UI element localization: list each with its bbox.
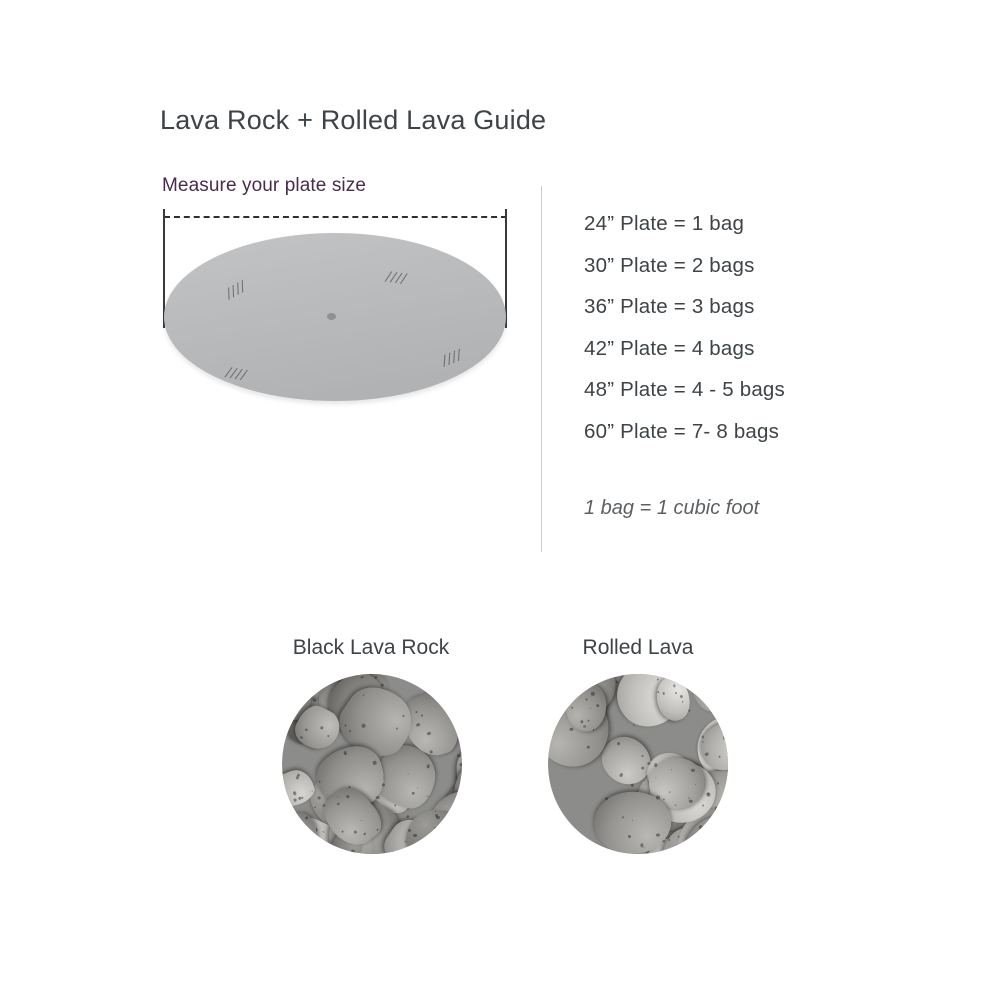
stone-speck xyxy=(633,724,635,726)
stone-speck xyxy=(426,764,431,769)
stone-speck xyxy=(663,798,664,799)
stone-speck xyxy=(346,794,350,798)
stone-speck xyxy=(361,723,367,729)
stone-speck xyxy=(416,723,420,727)
stone-speck xyxy=(568,690,571,693)
stone-speck xyxy=(355,674,357,676)
stone-speck xyxy=(282,798,286,802)
stone-speck xyxy=(349,786,351,788)
stone-speck xyxy=(716,782,719,785)
stone-speck xyxy=(456,726,460,730)
stone-shape xyxy=(406,810,462,854)
dimension-line-top xyxy=(164,216,507,218)
stone-speck xyxy=(703,676,708,681)
list-item: 60” Plate = 7- 8 bags xyxy=(584,419,780,443)
stone-speck xyxy=(411,791,415,795)
stone-speck xyxy=(344,751,348,755)
stone-speck xyxy=(654,764,658,768)
list-item: 48” Plate = 4 - 5 bags xyxy=(584,378,785,401)
stone-speck xyxy=(354,830,358,834)
stone-speck xyxy=(300,839,304,843)
stone-speck xyxy=(698,686,703,691)
stone-speck xyxy=(296,841,298,843)
stone-speck xyxy=(640,766,645,771)
stone-speck xyxy=(691,769,695,773)
stone-speck xyxy=(390,851,395,854)
stone-speck xyxy=(426,796,428,798)
stone-speck xyxy=(297,796,301,800)
stone-speck xyxy=(698,825,702,829)
stone-speck xyxy=(671,769,673,771)
stone-speck xyxy=(719,755,721,757)
stone-speck xyxy=(314,806,316,808)
stone-speck xyxy=(317,796,321,800)
stone-speck xyxy=(655,777,656,778)
stone-shape xyxy=(282,812,317,854)
stone-speck xyxy=(688,797,690,799)
stone-speck xyxy=(282,787,283,789)
stone-speck xyxy=(459,696,462,700)
swatch-black-lava-rock xyxy=(282,636,462,854)
burner-plate-illustration xyxy=(164,233,506,401)
stone-speck xyxy=(449,812,451,814)
stone-speck xyxy=(293,798,296,801)
stone-speck xyxy=(656,833,660,837)
stone-speck xyxy=(616,742,620,746)
stone-speck xyxy=(362,694,364,696)
stone-speck xyxy=(591,692,595,696)
stone-speck xyxy=(702,735,705,738)
stone-speck xyxy=(722,700,725,703)
stone-speck xyxy=(361,676,364,679)
stone-speck xyxy=(643,847,644,848)
stone-speck xyxy=(415,712,417,714)
stone-speck xyxy=(363,832,367,836)
stone-speck xyxy=(586,698,587,699)
stone-speck xyxy=(703,741,705,743)
stone-speck xyxy=(632,820,633,821)
bag-volume-note: 1 bag = 1 cubic foot xyxy=(584,497,760,519)
stone-speck xyxy=(320,726,323,729)
stone-speck xyxy=(669,792,671,794)
stone-speck xyxy=(323,831,325,833)
stone-speck xyxy=(587,745,590,748)
stone-speck xyxy=(722,848,726,852)
stone-speck xyxy=(584,725,586,727)
stone-speck xyxy=(689,799,693,803)
stone-speck xyxy=(596,704,599,707)
sizing-list xyxy=(584,203,944,452)
burner-mark-icon: //// xyxy=(383,268,410,289)
stone-speck xyxy=(691,682,696,687)
list-item: 42” Plate = 4 bags xyxy=(584,336,755,360)
stone-speck xyxy=(326,734,330,738)
stone-speck xyxy=(722,675,726,679)
stone-speck xyxy=(679,694,683,698)
stone-speck xyxy=(312,697,317,702)
stone-speck xyxy=(361,819,363,821)
stone-speck xyxy=(695,784,696,785)
stone-speck xyxy=(571,706,573,708)
stone-speck xyxy=(435,814,438,817)
burner-mark-icon: //// xyxy=(224,277,248,304)
stone-speck xyxy=(299,736,303,740)
stone-speck xyxy=(449,706,451,708)
stone-speck xyxy=(681,701,683,703)
stone-speck xyxy=(402,715,404,717)
stone-speck xyxy=(621,816,623,818)
stone-speck xyxy=(628,835,631,838)
stone-speck xyxy=(304,816,307,819)
stone-speck xyxy=(457,754,460,757)
stone-speck xyxy=(337,796,339,798)
burner-mark-icon: //// xyxy=(222,364,250,385)
stone-speck xyxy=(702,804,705,807)
stone-speck xyxy=(282,781,284,786)
stone-speck xyxy=(413,834,416,837)
measure-plate-size-label: Measure your plate size xyxy=(162,175,367,196)
stone-speck xyxy=(722,838,724,840)
stone-speck xyxy=(318,780,321,783)
stone-speck xyxy=(348,729,352,733)
stone-speck xyxy=(570,727,574,731)
stone-speck xyxy=(585,674,587,675)
list-item: 36” Plate = 3 bags xyxy=(584,295,755,318)
stone-speck xyxy=(657,678,660,681)
stone-speck xyxy=(590,707,592,709)
rolled-lava-image xyxy=(548,674,728,854)
stone-speck xyxy=(304,729,307,732)
stone-speck xyxy=(408,829,411,832)
stone-speck xyxy=(337,852,339,854)
stone-speck xyxy=(647,762,651,766)
stone-speck xyxy=(336,802,340,806)
stone-speck xyxy=(420,714,423,717)
stone-speck xyxy=(725,719,728,723)
stone-speck xyxy=(687,710,690,713)
stone-speck xyxy=(373,760,378,765)
stone-speck xyxy=(630,784,635,789)
stone-speck xyxy=(297,833,299,835)
swatch-rolled-lava xyxy=(548,636,728,854)
stone-speck xyxy=(604,797,608,801)
stone-speck xyxy=(587,719,589,721)
stone-speck xyxy=(662,840,665,843)
stone-shape xyxy=(685,674,728,723)
stone-speck xyxy=(435,811,436,812)
black-lava-rock-image xyxy=(282,674,462,854)
stone-speck xyxy=(641,755,644,758)
stone-speck xyxy=(406,815,409,818)
plate-center-hole-icon xyxy=(327,313,336,320)
stone-speck xyxy=(407,773,409,775)
stone-speck xyxy=(442,692,446,696)
section-divider xyxy=(541,186,542,552)
stone-speck xyxy=(377,828,380,831)
stone-speck xyxy=(619,773,623,777)
stone-speck xyxy=(714,844,716,846)
stone-speck xyxy=(343,724,346,727)
stone-speck xyxy=(416,787,418,789)
stone-speck xyxy=(395,851,399,854)
stone-speck xyxy=(427,732,431,736)
stone-speck xyxy=(443,835,445,837)
stone-speck xyxy=(726,737,727,738)
stone-speck xyxy=(395,727,398,730)
list-item: 30” Plate = 2 bags xyxy=(584,253,755,277)
stone-speck xyxy=(656,795,660,799)
stone-speck xyxy=(459,763,462,766)
stone-speck xyxy=(656,690,659,693)
stone-speck xyxy=(288,677,291,680)
stone-speck xyxy=(675,804,677,806)
list-item: 24” Plate = 1 bag xyxy=(584,212,745,235)
stone-speck xyxy=(645,780,646,781)
stone-speck xyxy=(707,792,711,796)
plate-diagram xyxy=(150,205,530,435)
swatch-title: Black Lava Rock xyxy=(292,636,450,659)
burner-mark-icon: //// xyxy=(441,346,464,371)
page-title: Lava Rock + Rolled Lava Guide xyxy=(160,105,547,135)
stone-speck xyxy=(580,719,584,723)
stone-speck xyxy=(662,692,665,695)
stone-speck xyxy=(455,802,457,804)
stone-speck xyxy=(672,684,675,687)
stone-speck xyxy=(293,791,297,795)
stone-speck xyxy=(429,751,433,755)
stone-speck xyxy=(322,804,326,808)
stone-speck xyxy=(311,790,313,792)
stone-speck xyxy=(616,680,619,683)
swatch-title: Rolled Lava xyxy=(582,636,694,659)
stone-speck xyxy=(331,846,336,851)
stone-speck xyxy=(579,676,583,680)
stone-speck xyxy=(674,692,677,695)
stone-speck xyxy=(342,831,344,833)
stone-speck xyxy=(308,831,310,833)
stone-speck xyxy=(704,751,709,756)
